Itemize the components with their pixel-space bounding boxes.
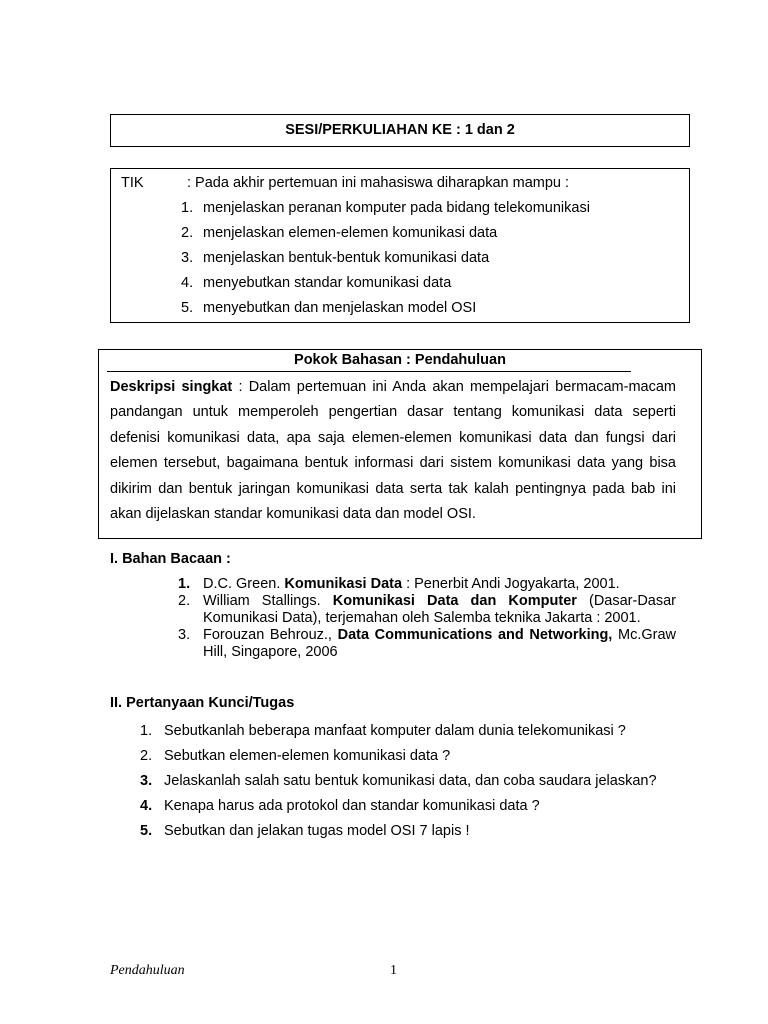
question-item — [140, 794, 676, 819]
item-number: 4. — [181, 275, 194, 291]
page-number: 1 — [390, 963, 397, 978]
question-text: Jelaskanlah salah satu bentuk komunikasi data, dan coba saudara jelaskan? — [164, 773, 657, 789]
item-text: menyebutkan standar komunikasi data — [203, 275, 452, 291]
ref-publisher: (Dasar-Dasar Komunikasi Data), terjemahan oleh Salemba teknika Jakarta : 2001. — [203, 593, 677, 626]
ref-title: Data Communications and Networking, — [337, 627, 613, 643]
ref-author: D.C. Green. — [203, 576, 285, 592]
item-number: 2. — [181, 225, 194, 241]
item-text: menjelaskan bentuk-bentuk komunikasi data — [203, 250, 490, 266]
question-text: Kenapa harus ada protokol dan standar komunikasi data ? — [164, 798, 540, 814]
list-item — [181, 300, 590, 325]
session-header-box — [110, 114, 690, 147]
question-item — [140, 744, 676, 769]
item-number: 5. — [181, 300, 194, 316]
description-label: Deskripsi singkat — [110, 379, 233, 395]
item-number: 2. — [178, 593, 191, 609]
reference-item — [178, 593, 676, 627]
item-number: 3. — [181, 250, 194, 266]
item-text: menyebutkan dan menjelaskan model OSI — [203, 300, 477, 316]
item-number: 5. — [140, 823, 153, 839]
item-number: 2. — [140, 748, 153, 764]
item-number: 1. — [181, 200, 194, 216]
pokok-bahasan-box — [98, 349, 702, 539]
ref-author: Forouzan Behrouz., — [203, 627, 338, 643]
item-number: 3. — [178, 627, 191, 643]
reference-list — [178, 576, 676, 661]
question-item — [140, 819, 676, 844]
description-text: : Dalam pertemuan ini Anda akan mempelajari bermacam-macam pandangan untuk memperoleh pengertian dasar tentang komunikasi data seperti defenisi komunikasi data, apa saja elemen-elemen komunikasi data dan fungsi dari elemen tersebut, bagaimana bentuk informasi dari sistem komunikasi data yang bisa dikirim dan bentuk jaringan komunikasi data serta tak kalah pentingnya pada bab ini akan dijelaskan standar komunikasi data dan model OSI. — [110, 379, 677, 523]
list-item — [181, 200, 590, 225]
bahan-bacaan-heading: I. Bahan Bacaan : — [110, 551, 231, 567]
question-text: Sebutkanlah beberapa manfaat komputer dalam dunia telekomunikasi ? — [164, 723, 626, 739]
item-number: 1. — [178, 576, 191, 592]
item-number: 4. — [140, 798, 153, 814]
pertanyaan-heading: II. Pertanyaan Kunci/Tugas — [110, 695, 295, 711]
item-number: 1. — [140, 723, 153, 739]
tik-intro: : Pada akhir pertemuan ini mahasiswa diharapkan mampu : — [187, 175, 570, 191]
footer-chapter-title: Pendahuluan — [110, 963, 185, 978]
list-item — [181, 275, 590, 300]
ref-author: William Stallings. — [203, 593, 333, 609]
item-text: menjelaskan peranan komputer pada bidang telekomunikasi — [203, 200, 590, 216]
list-item — [181, 225, 590, 250]
session-title: SESI/PERKULIAHAN KE : 1 dan 2 — [285, 122, 515, 138]
question-list — [140, 719, 676, 844]
list-item — [181, 250, 590, 275]
ref-title: Komunikasi Data — [284, 576, 403, 592]
ref-publisher: Mc.Graw Hill, Singapore, 2006 — [203, 627, 676, 660]
ref-title: Komunikasi Data dan Komputer — [332, 593, 577, 609]
tik-label: TIK — [121, 175, 144, 191]
title-divider — [107, 371, 631, 372]
tik-objectives-list — [181, 200, 590, 325]
description-paragraph — [110, 375, 676, 527]
question-text: Sebutkan dan jelakan tugas model OSI 7 lapis ! — [164, 823, 470, 839]
reference-item — [178, 576, 676, 593]
question-text: Sebutkan elemen-elemen komunikasi data ? — [164, 748, 451, 764]
tik-box — [110, 168, 690, 323]
question-item — [140, 769, 676, 794]
item-text: menjelaskan elemen-elemen komunikasi data — [203, 225, 498, 241]
ref-publisher: : Penerbit Andi Jogyakarta, 2001. — [402, 576, 620, 592]
reference-item — [178, 627, 676, 661]
pokok-bahasan-title: Pokok Bahasan : Pendahuluan — [294, 352, 506, 368]
question-item — [140, 719, 676, 744]
item-number: 3. — [140, 773, 153, 789]
